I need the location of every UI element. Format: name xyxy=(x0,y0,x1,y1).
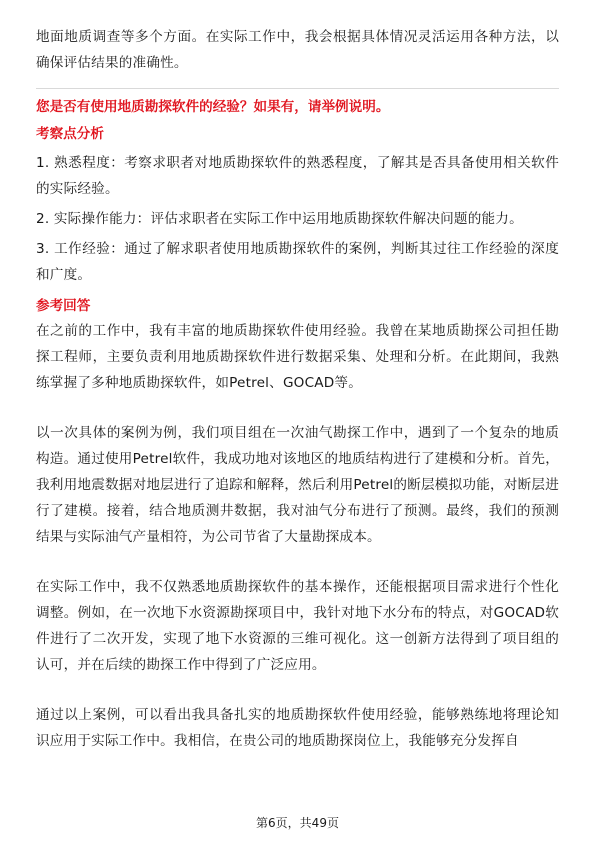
intro-paragraph: 地面地质调查等多个方面。在实际工作中，我会根据具体情况灵活运用各种方法，以确保评估结果的准确性。 xyxy=(36,29,559,71)
analysis-title: 考察点分析 xyxy=(36,126,104,142)
answer-paragraph: 在实际工作中，我不仅熟悉地质勘探软件的基本操作，还能根据项目需求进行个性化调整。例如，在一次地下水资源勘探项目中，我针对地下水分布的特点，对GOCAD软件进行了二次开发，实现了地下水资源的三维可视化。这一创新方法得到了项目组的认可，并在后续的勘探工作中得到了广泛应用。 xyxy=(36,579,559,673)
answer-paragraph: 以一次具体的案例为例，我们项目组在一次油气勘探工作中，遇到了一个复杂的地质构造。通过使用Petrel软件，我成功地对该地区的地质结构进行了建模和分析。首先，我利用地震数据对地层进行了追踪和解释，然后利用Petrel的断层模拟功能，对断层进行了建模。接着，结合地质测井数据，我对油气分布进行了预测。最终，我们的预测结果与实际油气产量相符，为公司节省了大量勘探成本。 xyxy=(36,425,559,545)
page-footer: 第6页，共49页 xyxy=(256,816,339,830)
answer-paragraph: 在之前的工作中，我有丰富的地质勘探软件使用经验。我曾在某地质勘探公司担任勘探工程师，主要负责利用地质勘探软件进行数据采集、处理和分析。在此期间，我熟练掌握了多种地质勘探软件，如Petrel、GOCAD等。 xyxy=(36,323,559,391)
analysis-item: 1. 熟悉程度：考察求职者对地质勘探软件的熟悉程度，了解其是否具备使用相关软件的实际经验。 xyxy=(36,155,559,197)
answer-paragraph: 通过以上案例，可以看出我具备扎实的地质勘探软件使用经验，能够熟练地将理论知识应用于实际工作中。我相信，在贵公司的地质勘探岗位上，我能够充分发挥自 xyxy=(36,707,559,749)
page-content xyxy=(36,24,559,754)
analysis-item: 3. 工作经验：通过了解求职者使用地质勘探软件的案例，判断其过往工作经验的深度和广度。 xyxy=(36,241,559,283)
analysis-item: 2. 实际操作能力：评估求职者在实际工作中运用地质勘探软件解决问题的能力。 xyxy=(36,211,523,227)
answer-title: 参考回答 xyxy=(36,298,91,314)
section-divider xyxy=(36,88,559,89)
question-heading: 您是否有使用地质勘探软件的经验？如果有，请举例说明。 xyxy=(36,99,390,115)
